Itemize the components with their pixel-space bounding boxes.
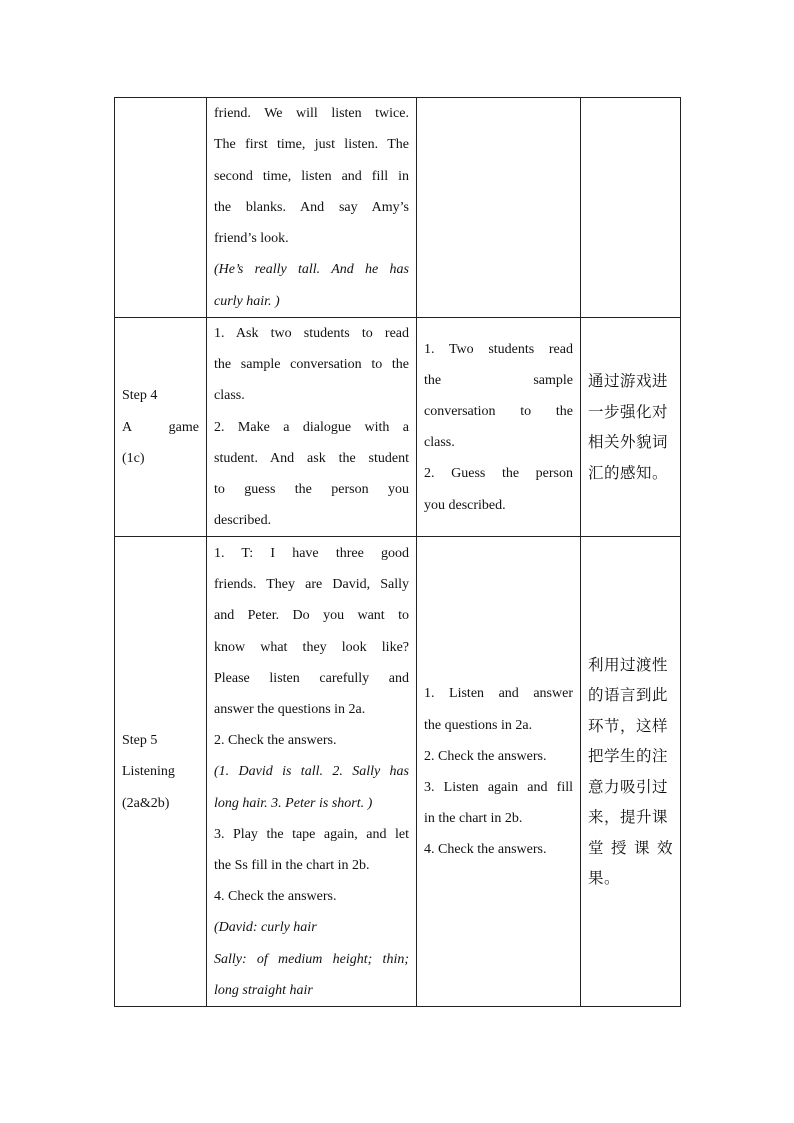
text-line: 2. Check the answers.	[214, 733, 337, 749]
step-label-line: Step 5	[122, 733, 158, 749]
purpose-line: 相关外貌词	[588, 433, 669, 452]
text-line: the blanks. And say Amy’s	[214, 199, 409, 215]
text-line: 3. Play the tape again, and let	[214, 826, 409, 842]
purpose-cell	[581, 98, 681, 318]
text-line: in the chart in 2b.	[424, 811, 523, 827]
text-line: friends. They are David, Sally	[214, 577, 409, 593]
text-line: class.	[214, 388, 245, 404]
text-line: conversation to the	[424, 404, 573, 419]
table-row	[115, 98, 681, 318]
text-line: to guess the person you	[214, 482, 409, 498]
step-label-line: (2a&2b)	[122, 795, 170, 811]
text-line: 1. Two students read	[424, 341, 573, 357]
text-line: answer the questions in 2a.	[214, 701, 366, 717]
purpose-line: 把学生的注	[588, 747, 669, 766]
purpose-line: 环节，这样	[588, 716, 669, 735]
text-line: 2. Guess the person	[424, 466, 573, 482]
text-line: Sally: of medium height; thin;	[214, 951, 409, 967]
text-line: the Ss fill in the chart in 2b.	[214, 857, 370, 873]
teacher-activity-cell	[207, 537, 417, 1007]
step-label-line: (1c)	[122, 450, 145, 466]
text-line: 1. Ask two students to read	[214, 326, 409, 341]
table-row	[115, 537, 681, 1007]
text-line: the sample	[424, 372, 573, 388]
student-activity-cell	[417, 98, 581, 318]
purpose-line: 通过游戏进	[588, 372, 669, 391]
student-activity-cell	[417, 318, 581, 537]
purpose-line: 利用过渡性	[588, 655, 669, 674]
purpose-cell	[581, 318, 681, 537]
text-line: curly hair. )	[214, 293, 280, 309]
text-line: 3. Listen again and fill	[424, 779, 573, 795]
text-line: 1. Listen and answer	[424, 686, 573, 702]
step-label-line: A game	[122, 419, 199, 435]
text-line: class.	[424, 435, 455, 451]
step-cell	[115, 318, 207, 537]
text-line: long hair. 3. Peter is short. )	[214, 795, 373, 811]
text-line: the questions in 2a.	[424, 717, 533, 733]
text-line: and Peter. Do you want to	[214, 608, 409, 624]
purpose-line: 汇的感知。	[588, 463, 669, 482]
lesson-plan-table	[114, 97, 681, 1007]
text-line: know what they look like?	[214, 639, 409, 655]
text-line: described.	[214, 513, 272, 529]
step-label-line: Step 4	[122, 388, 158, 404]
text-line: 4. Check the answers.	[424, 842, 547, 858]
purpose-cell	[581, 537, 681, 1007]
text-line: 2. Make a dialogue with a	[214, 419, 409, 435]
purpose-line: 来，提升课	[588, 808, 669, 827]
text-line: second time, listen and fill in	[214, 168, 409, 184]
purpose-line: 意力吸引过	[588, 777, 669, 796]
purpose-line: 堂授课效果。	[588, 838, 673, 888]
teacher-activity-cell	[207, 318, 417, 537]
text-line: long straight hair	[214, 982, 313, 998]
text-line: friend’s look.	[214, 231, 289, 247]
purpose-line: 的语言到此	[588, 686, 669, 705]
purpose-line: 一步强化对	[588, 402, 669, 421]
table-row	[115, 318, 681, 537]
step-cell	[115, 537, 207, 1007]
step-cell	[115, 98, 207, 318]
text-line: 4. Check the answers.	[214, 889, 337, 905]
text-line: The first time, just listen. The	[214, 137, 409, 153]
student-activity-cell	[417, 537, 581, 1007]
text-line: the sample conversation to the	[214, 357, 409, 373]
text-line: student. And ask the student	[214, 450, 409, 466]
text-line: friend. We will listen twice.	[214, 106, 409, 122]
text-line: Please listen carefully and	[214, 670, 409, 686]
text-line: 1. T: I have three good	[214, 545, 409, 561]
teacher-activity-cell	[207, 98, 417, 318]
text-line: (David: curly hair	[214, 920, 317, 936]
text-line: you described.	[424, 497, 506, 513]
text-line: (He’s really tall. And he has	[214, 262, 409, 278]
text-line: 2. Check the answers.	[424, 748, 547, 764]
step-label-line: Listening	[122, 764, 175, 780]
text-line: (1. David is tall. 2. Sally has	[214, 764, 409, 780]
